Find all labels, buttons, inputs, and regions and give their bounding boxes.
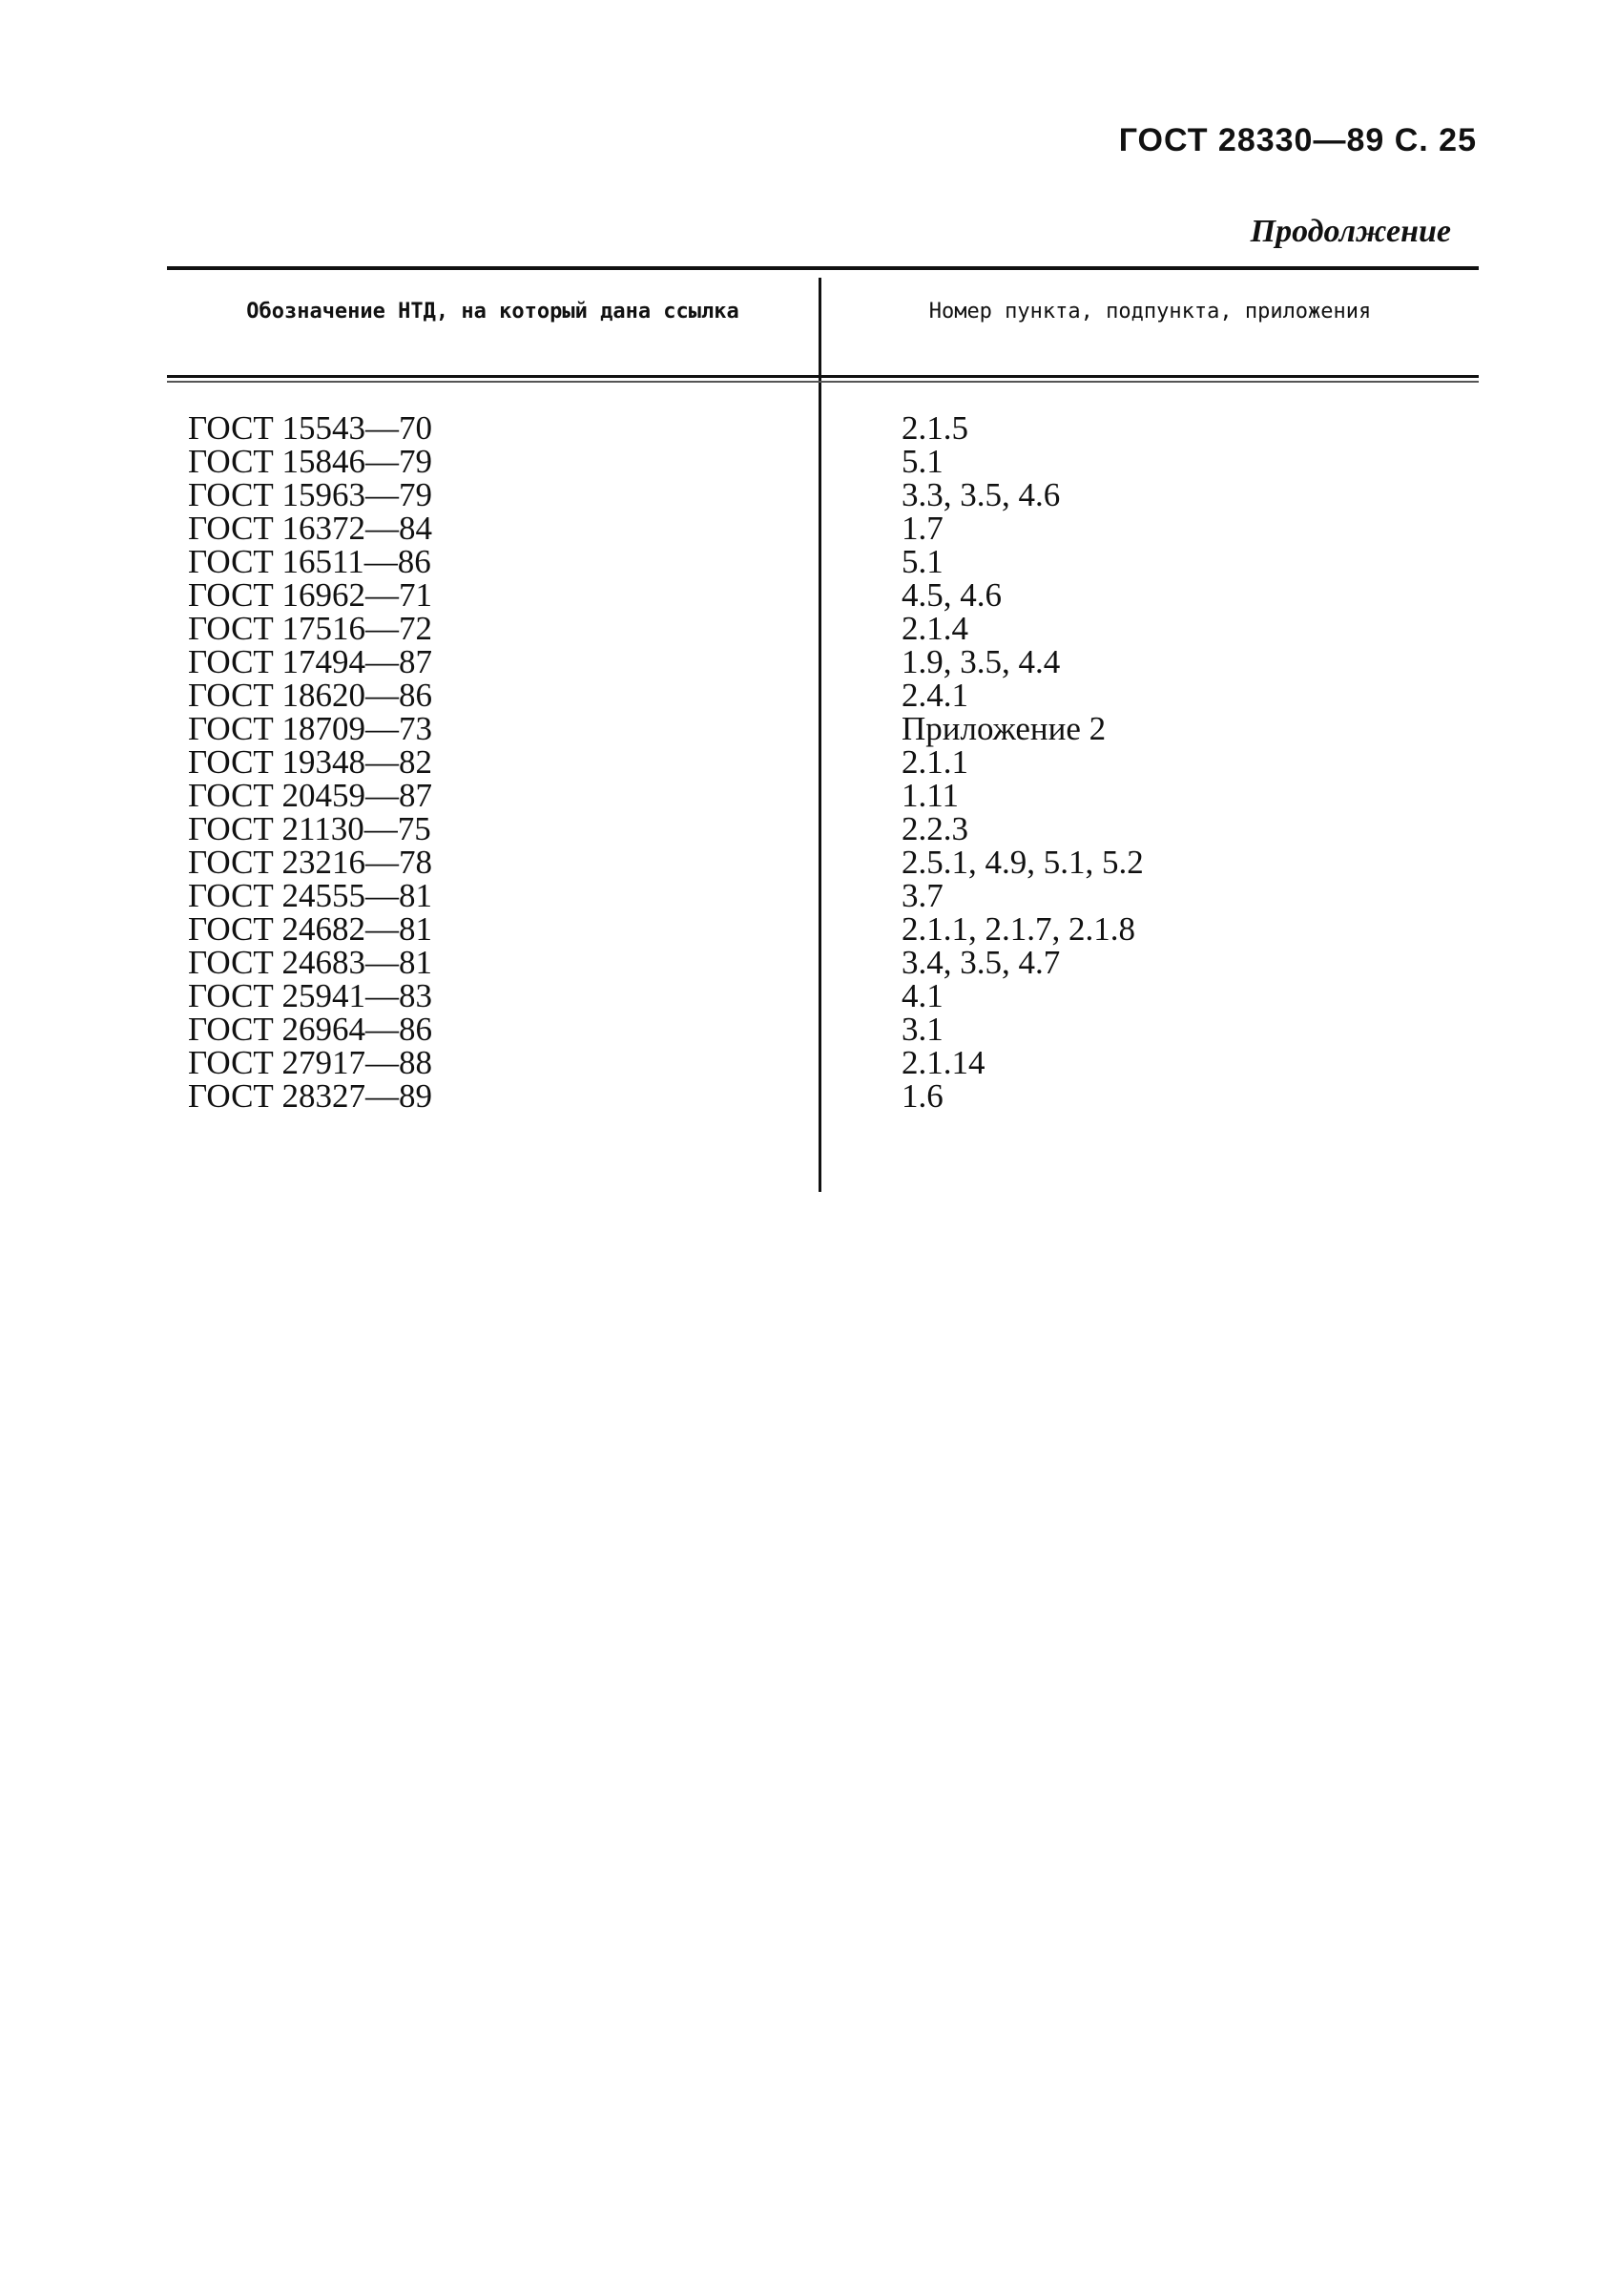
table-row	[167, 946, 1479, 979]
continuation-label: Продолжение	[1250, 214, 1451, 249]
table-row	[167, 1012, 1479, 1046]
document-cell: ГОСТ 28327—89	[188, 1077, 433, 1115]
clause-cell: 3.7	[902, 877, 944, 914]
column-header-document: Обозначение НТД, на который дана ссылка	[246, 300, 739, 324]
clause-cell: 3.1	[902, 1011, 944, 1048]
document-cell: ГОСТ 18620—86	[188, 677, 433, 714]
clause-cell: 1.6	[902, 1077, 944, 1115]
table-row	[167, 845, 1479, 879]
table-row	[167, 779, 1479, 812]
table-row	[167, 478, 1479, 511]
table-row	[167, 745, 1479, 779]
clause-cell: 2.2.3	[902, 810, 968, 847]
table-row	[167, 545, 1479, 578]
table-row	[167, 411, 1479, 445]
table-row	[167, 445, 1479, 478]
document-cell: ГОСТ 23216—78	[188, 844, 433, 881]
table-row	[167, 1046, 1479, 1079]
document-cell: ГОСТ 27917—88	[188, 1044, 433, 1081]
header-rule	[167, 375, 1479, 378]
table-row	[167, 1079, 1479, 1113]
document-cell: ГОСТ 19348—82	[188, 743, 433, 781]
document-cell: ГОСТ 15543—70	[188, 409, 433, 447]
clause-cell: 2.1.14	[902, 1044, 985, 1081]
table-row	[167, 511, 1479, 545]
table-row	[167, 879, 1479, 912]
document-cell: ГОСТ 24555—81	[188, 877, 433, 914]
table-row	[167, 712, 1479, 745]
clause-cell: 1.7	[902, 510, 944, 547]
table-body	[167, 411, 1479, 1113]
document-cell: ГОСТ 25941—83	[188, 977, 433, 1014]
document-cell: ГОСТ 15846—79	[188, 443, 433, 480]
clause-cell: 4.1	[902, 977, 944, 1014]
clause-cell: 3.4, 3.5, 4.7	[902, 944, 1061, 981]
table-row	[167, 645, 1479, 678]
clause-cell: 4.5, 4.6	[902, 576, 1002, 614]
clause-cell: 2.1.1	[902, 743, 968, 781]
document-cell: ГОСТ 18709—73	[188, 710, 433, 747]
clause-cell: 2.1.1, 2.1.7, 2.1.8	[902, 910, 1135, 948]
document-cell: ГОСТ 24682—81	[188, 910, 433, 948]
clause-cell: 1.11	[902, 777, 959, 814]
clause-cell: Приложение 2	[902, 710, 1107, 747]
document-cell: ГОСТ 24683—81	[188, 944, 433, 981]
table-row	[167, 612, 1479, 645]
table-top-rule	[167, 266, 1479, 270]
document-cell: ГОСТ 16372—84	[188, 510, 433, 547]
clause-cell: 5.1	[902, 543, 944, 580]
clause-cell: 5.1	[902, 443, 944, 480]
reference-table	[167, 266, 1479, 1192]
document-cell: ГОСТ 20459—87	[188, 777, 433, 814]
document-cell: ГОСТ 16511—86	[188, 543, 431, 580]
table-row	[167, 678, 1479, 712]
clause-cell: 2.1.4	[902, 610, 968, 647]
table-row	[167, 812, 1479, 845]
document-cell: ГОСТ 17516—72	[188, 610, 433, 647]
document-cell: ГОСТ 15963—79	[188, 476, 433, 513]
table-row	[167, 578, 1479, 612]
document-cell: ГОСТ 16962—71	[188, 576, 433, 614]
clause-cell: 1.9, 3.5, 4.4	[902, 643, 1061, 680]
clause-cell: 2.1.5	[902, 409, 968, 447]
table-row	[167, 912, 1479, 946]
clause-cell: 3.3, 3.5, 4.6	[902, 476, 1061, 513]
page-header: ГОСТ 28330—89 С. 25	[1118, 122, 1477, 158]
table-row	[167, 979, 1479, 1012]
clause-cell: 2.5.1, 4.9, 5.1, 5.2	[902, 844, 1144, 881]
column-header-clause: Номер пункта, подпункта, приложения	[928, 300, 1372, 324]
document-cell: ГОСТ 17494—87	[188, 643, 433, 680]
document-cell: ГОСТ 21130—75	[188, 810, 431, 847]
header-rule-double	[167, 381, 1479, 383]
clause-cell: 2.4.1	[902, 677, 968, 714]
document-cell: ГОСТ 26964—86	[188, 1011, 433, 1048]
